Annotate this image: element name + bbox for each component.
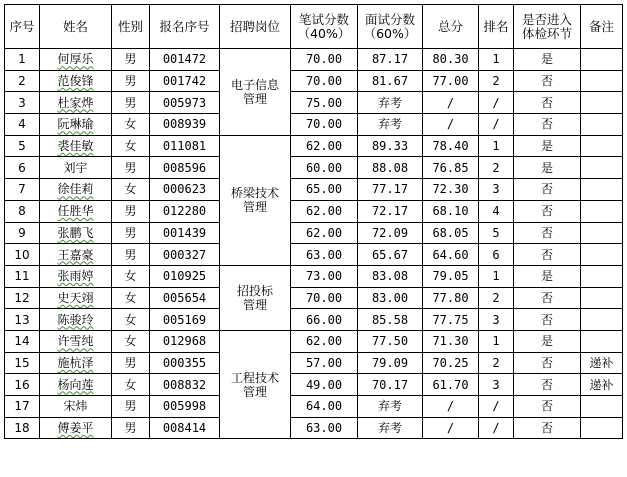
cell-reg-no: 005169 <box>150 309 220 331</box>
cell-written: 62.00 <box>291 330 358 352</box>
candidate-name: 许雪纯 <box>57 334 94 349</box>
cell-remark: 递补 <box>581 352 623 374</box>
table-row <box>5 222 623 244</box>
cell-seq: 1 <box>5 49 40 71</box>
cell-seq: 8 <box>5 200 40 222</box>
table-row <box>5 157 623 179</box>
cell-rank: 2 <box>479 287 514 309</box>
cell-total: 68.10 <box>423 200 479 222</box>
cell-written: 57.00 <box>291 352 358 374</box>
cell-remark <box>581 92 623 114</box>
cell-name <box>40 417 112 439</box>
cell-physical: 是 <box>514 135 581 157</box>
cell-remark <box>581 179 623 201</box>
cell-interview: 83.08 <box>358 265 423 287</box>
cell-interview: 70.17 <box>358 374 423 396</box>
cell-seq: 4 <box>5 114 40 136</box>
cell-position <box>220 135 291 265</box>
header-written <box>291 5 358 49</box>
cell-physical: 否 <box>514 244 581 266</box>
cell-remark <box>581 287 623 309</box>
cell-rank: / <box>479 92 514 114</box>
cell-rank: 1 <box>479 49 514 71</box>
cell-total: / <box>423 396 479 418</box>
candidate-name: 傅姜平 <box>57 421 94 436</box>
position-line2: 管理 <box>242 297 267 312</box>
header-interview-title: 面试分数 <box>364 11 415 27</box>
cell-written: 64.00 <box>291 396 358 418</box>
cell-written: 60.00 <box>291 157 358 179</box>
cell-remark <box>581 330 623 352</box>
cell-interview: 65.67 <box>358 244 423 266</box>
cell-reg-no: 001742 <box>150 70 220 92</box>
position-line1: 桥梁技术 <box>230 186 279 201</box>
cell-gender: 女 <box>112 179 150 201</box>
table-row <box>5 287 623 309</box>
cell-physical: 否 <box>514 287 581 309</box>
candidate-name: 何厚乐 <box>57 52 94 67</box>
cell-name <box>40 374 112 396</box>
cell-remark <box>581 70 623 92</box>
cell-name <box>40 330 112 352</box>
cell-rank: 1 <box>479 135 514 157</box>
cell-seq: 6 <box>5 157 40 179</box>
cell-reg-no: 000623 <box>150 179 220 201</box>
cell-name <box>40 135 112 157</box>
header-name: 姓名 <box>40 5 112 49</box>
cell-remark <box>581 114 623 136</box>
cell-interview: 81.67 <box>358 70 423 92</box>
cell-physical: 是 <box>514 330 581 352</box>
header-row <box>5 5 623 49</box>
cell-reg-no: 008939 <box>150 114 220 136</box>
cell-name <box>40 244 112 266</box>
cell-total: / <box>423 92 479 114</box>
cell-name <box>40 222 112 244</box>
cell-seq: 14 <box>5 330 40 352</box>
cell-physical: 是 <box>514 157 581 179</box>
cell-name <box>40 114 112 136</box>
cell-interview: 77.17 <box>358 179 423 201</box>
cell-name <box>40 265 112 287</box>
header-position: 招聘岗位 <box>220 5 291 49</box>
position-line2: 管理 <box>242 200 267 215</box>
cell-gender: 男 <box>112 396 150 418</box>
header-total: 总分 <box>423 5 479 49</box>
candidate-name: 裘佳敏 <box>57 139 94 154</box>
cell-total: 68.05 <box>423 222 479 244</box>
table-row <box>5 265 623 287</box>
cell-seq: 11 <box>5 265 40 287</box>
cell-position <box>220 330 291 438</box>
cell-name <box>40 179 112 201</box>
cell-seq: 5 <box>5 135 40 157</box>
candidate-name: 宋炜 <box>63 399 88 414</box>
candidate-name: 张雨婷 <box>57 269 94 284</box>
cell-total: 72.30 <box>423 179 479 201</box>
header-remark: 备注 <box>581 5 623 49</box>
cell-interview: 弃考 <box>358 92 423 114</box>
cell-name <box>40 309 112 331</box>
table-row <box>5 200 623 222</box>
cell-physical: 否 <box>514 179 581 201</box>
cell-written: 70.00 <box>291 70 358 92</box>
cell-rank: 6 <box>479 244 514 266</box>
position-line2: 管理 <box>242 91 267 106</box>
candidate-name: 范俊锋 <box>57 74 94 89</box>
cell-gender: 男 <box>112 70 150 92</box>
cell-gender: 男 <box>112 222 150 244</box>
cell-total: / <box>423 114 479 136</box>
cell-rank: 1 <box>479 330 514 352</box>
cell-written: 62.00 <box>291 222 358 244</box>
cell-reg-no: 000327 <box>150 244 220 266</box>
candidate-name: 王嘉豪 <box>57 247 94 262</box>
cell-reg-no: 008596 <box>150 157 220 179</box>
cell-remark <box>581 200 623 222</box>
cell-reg-no: 011081 <box>150 135 220 157</box>
cell-written: 66.00 <box>291 309 358 331</box>
cell-seq: 16 <box>5 374 40 396</box>
header-written-title: 笔试分数 <box>298 11 349 27</box>
cell-interview: 弃考 <box>358 114 423 136</box>
cell-written: 75.00 <box>291 92 358 114</box>
cell-rank: / <box>479 396 514 418</box>
cell-reg-no: 005654 <box>150 287 220 309</box>
header-written-weight: （40%） <box>297 25 351 41</box>
cell-physical: 否 <box>514 114 581 136</box>
cell-name <box>40 92 112 114</box>
cell-total: 64.60 <box>423 244 479 266</box>
candidate-name: 张鹏飞 <box>57 225 94 240</box>
cell-rank: 2 <box>479 70 514 92</box>
cell-seq: 18 <box>5 417 40 439</box>
cell-rank: 1 <box>479 265 514 287</box>
cell-gender: 男 <box>112 92 150 114</box>
candidate-name: 杜家烨 <box>57 95 94 110</box>
cell-interview: 89.33 <box>358 135 423 157</box>
header-rank: 排名 <box>479 5 514 49</box>
cell-remark <box>581 49 623 71</box>
cell-gender: 女 <box>112 135 150 157</box>
candidate-name: 陈骏玲 <box>57 312 94 327</box>
cell-seq: 7 <box>5 179 40 201</box>
cell-written: 70.00 <box>291 287 358 309</box>
cell-seq: 10 <box>5 244 40 266</box>
cell-name <box>40 200 112 222</box>
cell-physical: 否 <box>514 222 581 244</box>
cell-physical: 否 <box>514 352 581 374</box>
cell-name <box>40 287 112 309</box>
cell-physical: 否 <box>514 200 581 222</box>
cell-total: 77.00 <box>423 70 479 92</box>
table-row <box>5 179 623 201</box>
table-row <box>5 135 623 157</box>
cell-written: 63.00 <box>291 417 358 439</box>
header-physical-line2: 体检环节 <box>521 25 572 41</box>
cell-total: 71.30 <box>423 330 479 352</box>
table-row <box>5 92 623 114</box>
cell-total: 76.85 <box>423 157 479 179</box>
position-line1: 电子信息 <box>230 77 279 92</box>
cell-total: 61.70 <box>423 374 479 396</box>
cell-interview: 弃考 <box>358 417 423 439</box>
table-row <box>5 49 623 71</box>
cell-gender: 女 <box>112 287 150 309</box>
cell-interview: 77.50 <box>358 330 423 352</box>
cell-rank: 3 <box>479 179 514 201</box>
cell-total: 70.25 <box>423 352 479 374</box>
cell-remark <box>581 417 623 439</box>
position-line1: 招投标 <box>236 283 273 298</box>
cell-seq: 17 <box>5 396 40 418</box>
cell-interview: 弃考 <box>358 396 423 418</box>
cell-gender: 男 <box>112 417 150 439</box>
candidate-name: 任胜华 <box>57 204 94 219</box>
candidate-name: 阮琳瑜 <box>57 117 94 132</box>
cell-name <box>40 396 112 418</box>
position-line1: 工程技术 <box>230 370 279 385</box>
cell-name <box>40 70 112 92</box>
cell-written: 62.00 <box>291 200 358 222</box>
cell-rank: / <box>479 417 514 439</box>
candidate-name: 史天翊 <box>57 290 94 305</box>
cell-gender: 男 <box>112 157 150 179</box>
cell-remark <box>581 309 623 331</box>
cell-rank: 4 <box>479 200 514 222</box>
cell-physical: 否 <box>514 70 581 92</box>
cell-reg-no: 000355 <box>150 352 220 374</box>
position-line2: 管理 <box>242 384 267 399</box>
cell-interview: 83.00 <box>358 287 423 309</box>
results-table <box>4 4 623 439</box>
cell-interview: 87.17 <box>358 49 423 71</box>
header-physical-line1: 是否进入 <box>521 11 572 27</box>
cell-total: / <box>423 417 479 439</box>
cell-gender: 女 <box>112 265 150 287</box>
cell-seq: 2 <box>5 70 40 92</box>
cell-position <box>220 265 291 330</box>
table-row <box>5 374 623 396</box>
cell-gender: 男 <box>112 49 150 71</box>
cell-rank: 2 <box>479 157 514 179</box>
cell-gender: 男 <box>112 352 150 374</box>
cell-seq: 13 <box>5 309 40 331</box>
cell-gender: 女 <box>112 114 150 136</box>
cell-remark: 递补 <box>581 374 623 396</box>
cell-physical: 是 <box>514 265 581 287</box>
cell-interview: 72.17 <box>358 200 423 222</box>
cell-reg-no: 001472 <box>150 49 220 71</box>
cell-total: 77.75 <box>423 309 479 331</box>
cell-rank: 2 <box>479 352 514 374</box>
table-row <box>5 396 623 418</box>
cell-gender: 男 <box>112 200 150 222</box>
cell-position <box>220 49 291 136</box>
cell-gender: 女 <box>112 330 150 352</box>
cell-name <box>40 352 112 374</box>
header-gender: 性别 <box>112 5 150 49</box>
cell-name <box>40 157 112 179</box>
cell-reg-no: 005998 <box>150 396 220 418</box>
cell-rank: / <box>479 114 514 136</box>
cell-gender: 女 <box>112 374 150 396</box>
cell-total: 79.05 <box>423 265 479 287</box>
table-row <box>5 417 623 439</box>
cell-rank: 3 <box>479 309 514 331</box>
cell-interview: 79.09 <box>358 352 423 374</box>
table-row <box>5 330 623 352</box>
cell-remark <box>581 265 623 287</box>
cell-remark <box>581 396 623 418</box>
cell-written: 70.00 <box>291 114 358 136</box>
cell-seq: 15 <box>5 352 40 374</box>
cell-interview: 72.09 <box>358 222 423 244</box>
cell-interview: 88.08 <box>358 157 423 179</box>
cell-remark <box>581 244 623 266</box>
cell-interview: 85.58 <box>358 309 423 331</box>
cell-reg-no: 012968 <box>150 330 220 352</box>
header-reg-no: 报名序号 <box>150 5 220 49</box>
cell-physical: 否 <box>514 92 581 114</box>
cell-physical: 否 <box>514 309 581 331</box>
cell-total: 77.80 <box>423 287 479 309</box>
cell-reg-no: 008414 <box>150 417 220 439</box>
cell-remark <box>581 135 623 157</box>
cell-reg-no: 008832 <box>150 374 220 396</box>
cell-written: 49.00 <box>291 374 358 396</box>
cell-name <box>40 49 112 71</box>
cell-written: 73.00 <box>291 265 358 287</box>
cell-written: 70.00 <box>291 49 358 71</box>
cell-physical: 否 <box>514 396 581 418</box>
cell-gender: 女 <box>112 309 150 331</box>
cell-reg-no: 001439 <box>150 222 220 244</box>
cell-rank: 3 <box>479 374 514 396</box>
candidate-name: 施杭泽 <box>57 355 94 370</box>
cell-rank: 5 <box>479 222 514 244</box>
cell-total: 78.40 <box>423 135 479 157</box>
candidate-name: 刘宇 <box>63 160 88 175</box>
cell-written: 62.00 <box>291 135 358 157</box>
cell-physical: 否 <box>514 374 581 396</box>
candidate-name: 杨向莲 <box>57 377 94 392</box>
table-row <box>5 70 623 92</box>
header-seq: 序号 <box>5 5 40 49</box>
candidate-name: 徐佳莉 <box>57 182 94 197</box>
table-row <box>5 244 623 266</box>
cell-gender: 男 <box>112 244 150 266</box>
cell-physical: 是 <box>514 49 581 71</box>
cell-seq: 9 <box>5 222 40 244</box>
cell-reg-no: 012280 <box>150 200 220 222</box>
table-row <box>5 352 623 374</box>
cell-seq: 12 <box>5 287 40 309</box>
cell-seq: 3 <box>5 92 40 114</box>
header-physical <box>514 5 581 49</box>
cell-written: 63.00 <box>291 244 358 266</box>
cell-remark <box>581 222 623 244</box>
table-row <box>5 309 623 331</box>
cell-total: 80.30 <box>423 49 479 71</box>
cell-reg-no: 010925 <box>150 265 220 287</box>
cell-physical: 否 <box>514 417 581 439</box>
table-row <box>5 114 623 136</box>
cell-reg-no: 005973 <box>150 92 220 114</box>
cell-remark <box>581 157 623 179</box>
header-interview-weight: （60%） <box>363 25 417 41</box>
header-interview <box>358 5 423 49</box>
cell-written: 65.00 <box>291 179 358 201</box>
